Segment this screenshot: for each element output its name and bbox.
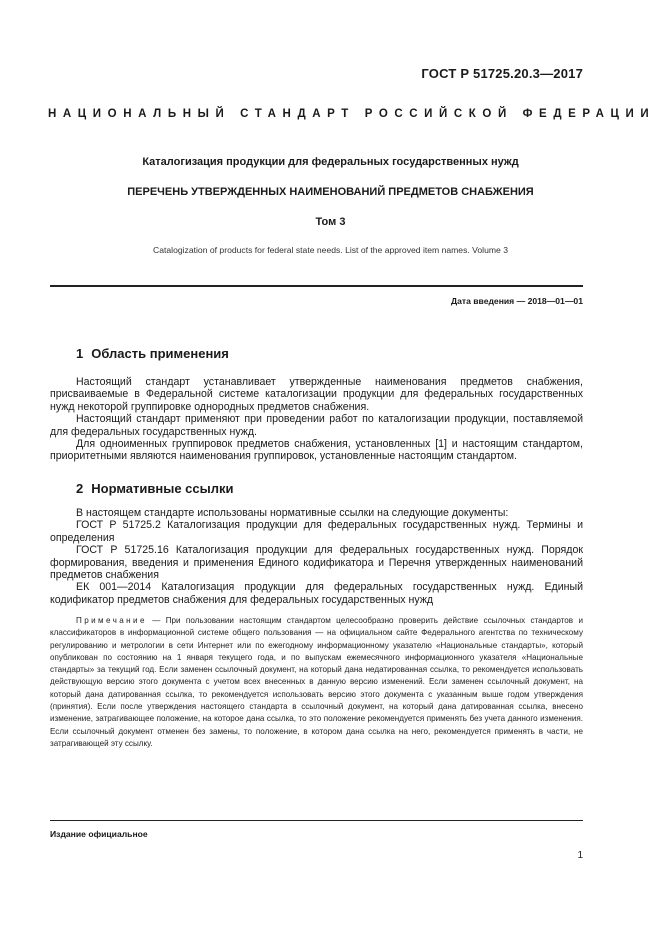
note-text: — При пользовании настоящим стандартом целесообразно проверить действие ссылочных стандартов и классификаторов в информационной системе общего пользования — на официальном сайте Федерального агентства по техническому регулированию и метрологии в сети Интернет или по ежегодному информационному указателю «Национальные стандарты», который опубликован по состоянию на 1 января текущего года, и по выпускам ежемесячного информационного указателя «Национальные стандарты» за текущий год. Если заменен ссылочный документ, на который дана недатированная ссылка, то рекомендуется использовать действующую версию этого документа с учетом всех внесенных в данную версию изменений. Если заменен ссылочный документ, на который дана датированная ссылка, то рекомендуется использовать версию этого документа с указанным выше годом утверждения (принятия). Если после утверждения настоящего стандарта в ссылочный документ, на который дана датированная ссылка, внесено изменение, затрагивающее положение, на которое дана ссылка, то это положение рекомендуется применять без учета данного изменения. Если ссылочный документ отменен без замены, то положение, в котором дана ссылка на него, рекомендуется применять в части, не затрагивающей эту ссылку. bbox=[50, 616, 584, 748]
reference-item: ГОСТ Р 51725.16 Каталогизация продукции для федеральных государственных нужд. Порядок формирования, введения и применения Единого кодификатора и Перечня утвержденных наименований предметов снабжения bbox=[50, 544, 583, 582]
paragraph: Для одноименных группировок предметов снабжения, установленных [1] и настоящим стандартом, приоритетными являются наименования группировок, установленные настоящим стандартом. bbox=[50, 438, 583, 463]
footer-divider bbox=[50, 820, 583, 821]
reference-item: ГОСТ Р 51725.2 Каталогизация продукции для федеральных государственных нужд. Термины и определения bbox=[50, 519, 583, 544]
section-body-scope bbox=[50, 376, 583, 463]
reference-item: ЕК 001—2014 Каталогизация продукции для федеральных государственных нужд. Единый кодификатор предметов снабжения для федеральных государственных нужд bbox=[50, 581, 583, 606]
paragraph: Настоящий стандарт применяют при проведении работ по каталогизации продукции, поставляемой для федеральных государственных нужд. bbox=[50, 413, 583, 438]
paragraph: Настоящий стандарт устанавливает утвержденные наименования предметов снабжения, присваиваемые в Федеральной системе каталогизации продукции для федеральных государственных нужд некоторой группировке однородных предметов снабжения. bbox=[50, 376, 583, 413]
intro-date: Дата введения — 2018—01—01 bbox=[450, 296, 583, 306]
page-number: 1 bbox=[577, 850, 583, 861]
note bbox=[50, 615, 583, 750]
section-heading-scope bbox=[76, 346, 229, 361]
section-body-references bbox=[50, 507, 583, 606]
section-number: 1 bbox=[76, 346, 84, 361]
national-standard-heading: НАЦИОНАЛЬНЫЙ СТАНДАРТ РОССИЙСКОЙ ФЕДЕРАЦИИ bbox=[48, 108, 656, 120]
gost-code: ГОСТ Р 51725.20.3—2017 bbox=[421, 66, 583, 81]
volume-label: Том 3 bbox=[315, 216, 346, 228]
section-title: Область применения bbox=[91, 346, 229, 361]
section-number: 2 bbox=[76, 481, 84, 496]
section-title: Нормативные ссылки bbox=[91, 481, 234, 496]
paragraph: В настоящем стандарте использованы нормативные ссылки на следующие документы: bbox=[76, 507, 509, 519]
title-divider bbox=[50, 285, 583, 287]
document-title: Каталогизация продукции для федеральных государственных нужд bbox=[142, 156, 519, 168]
document-subtitle: ПЕРЕЧЕНЬ УТВЕРЖДЕННЫХ НАИМЕНОВАНИЙ ПРЕДМЕТОВ СНАБЖЕНИЯ bbox=[127, 186, 534, 198]
edition-label: Издание официальное bbox=[50, 829, 148, 839]
section-heading-references bbox=[76, 481, 233, 496]
english-title: Catalogization of products for federal state needs. List of the approved item names. Volume 3 bbox=[153, 245, 508, 255]
note-label: Примечание bbox=[76, 616, 147, 625]
